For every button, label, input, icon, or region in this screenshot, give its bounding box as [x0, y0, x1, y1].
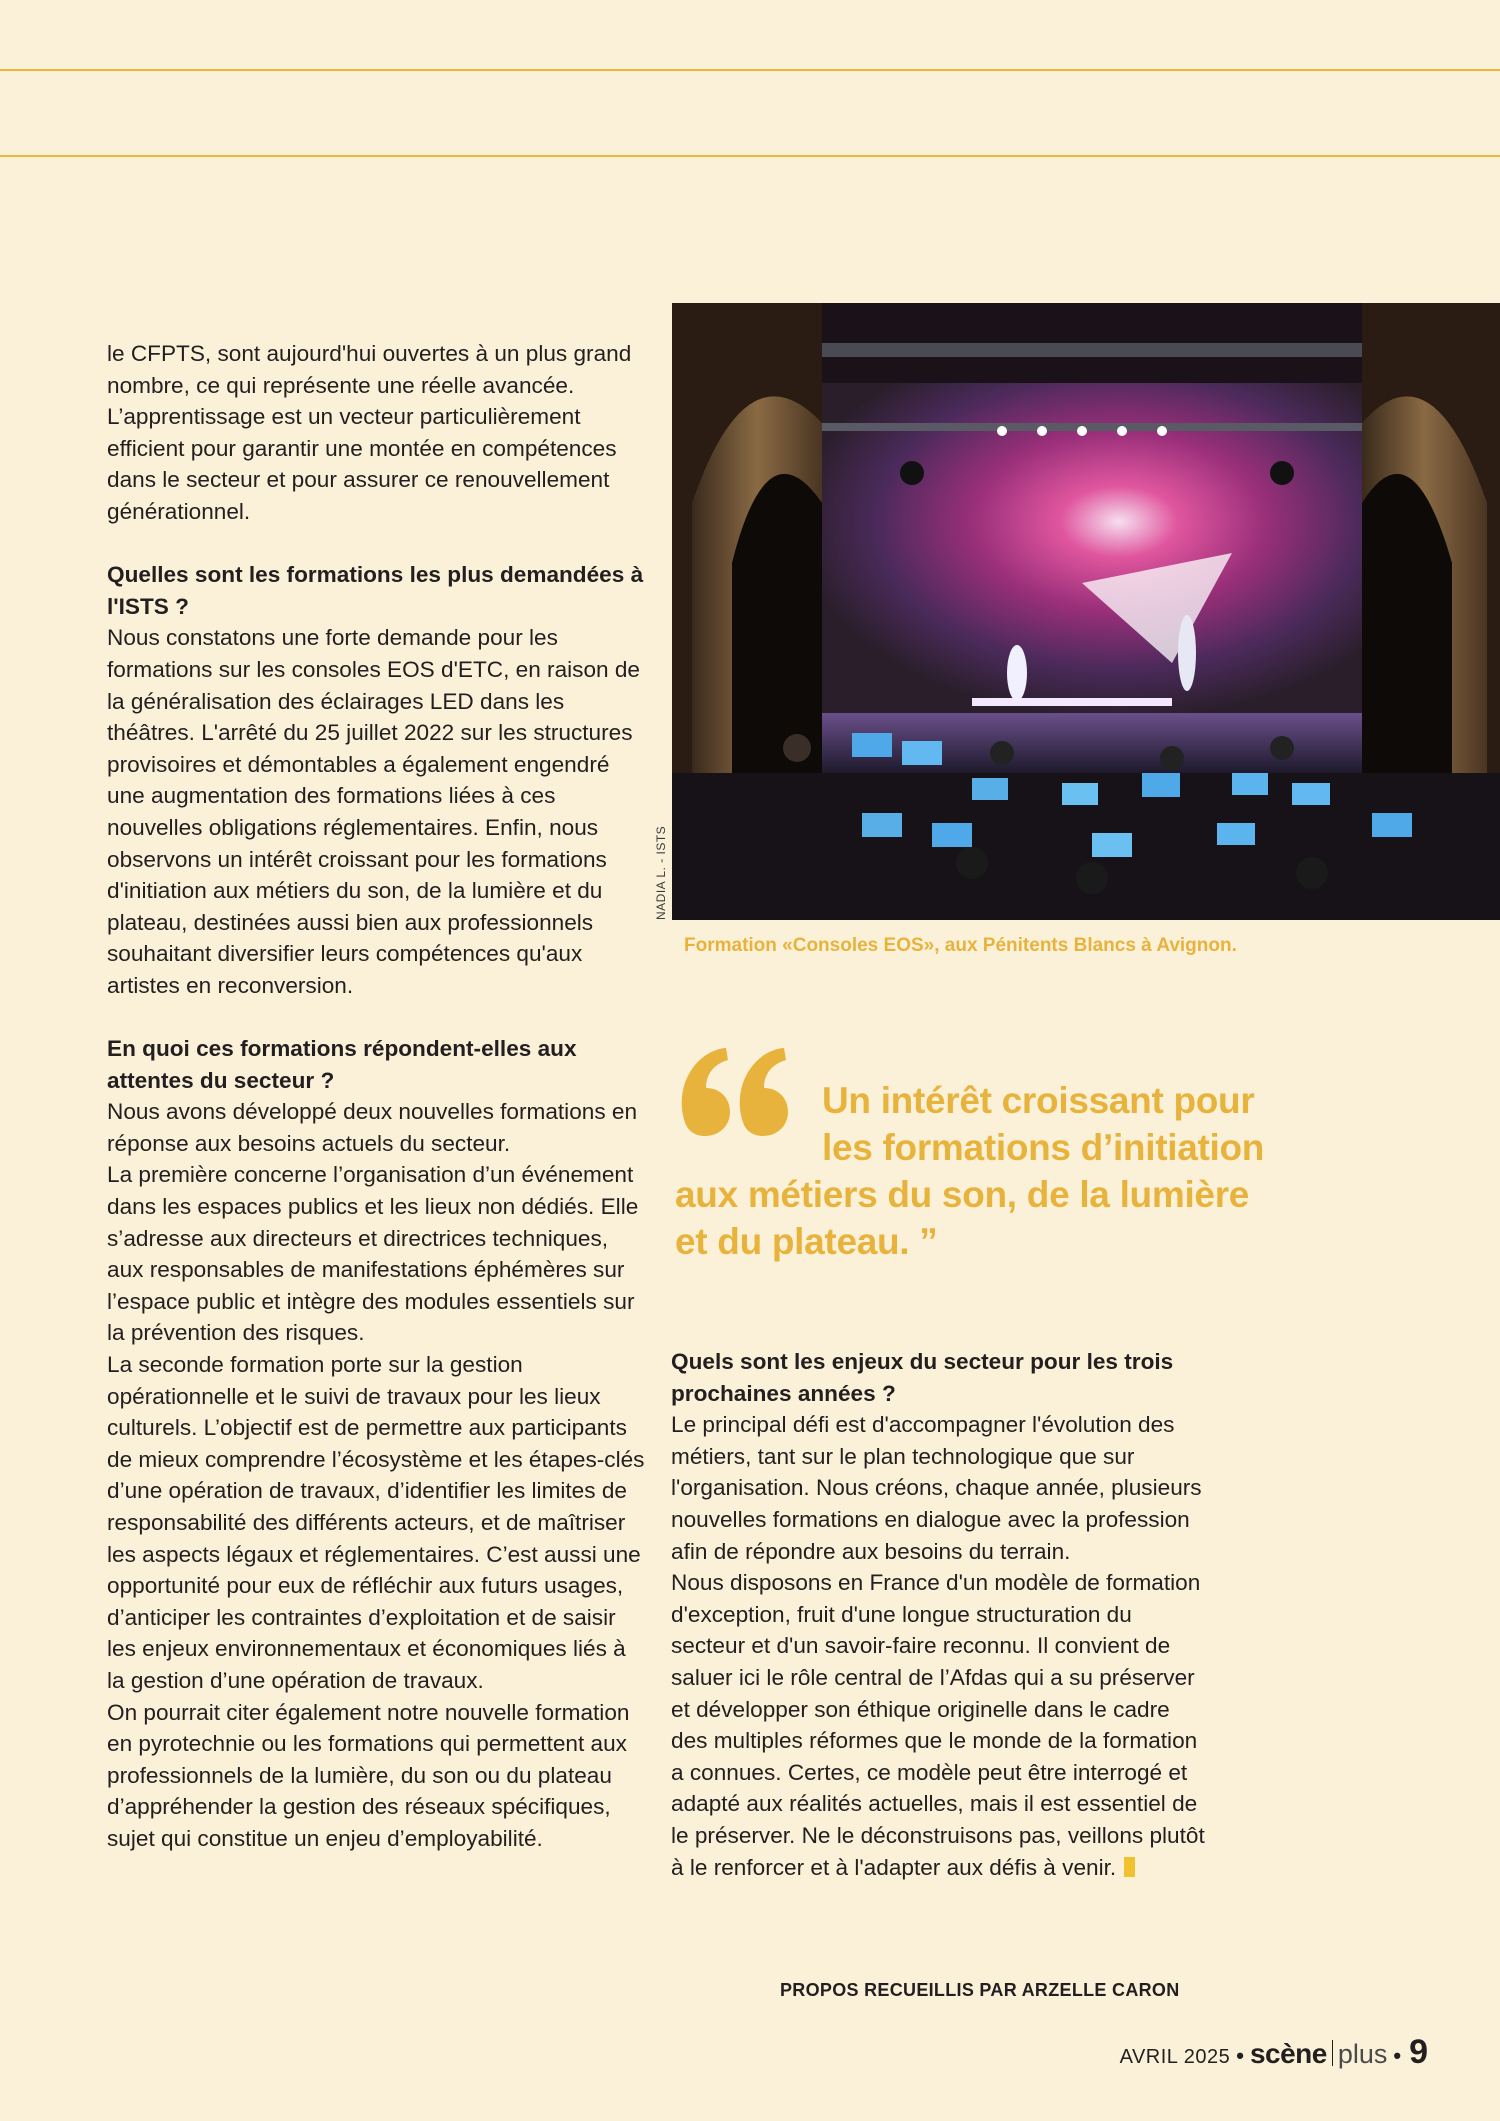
paragraph: Le principal défi est d'accompagner l'évolution des métiers, tant sur le plan technologique que sur l'organisation. Nous créons, chaque année, plusieurs nouvelles formations en dialogue avec la profession afin de répondre aux besoins du terrain.	[671, 1412, 1202, 1564]
stage-photo-illustration	[672, 303, 1500, 920]
paragraph-text: Nous disposons en France d'un modèle de formation d'exception, fruit d'une longue structuration du secteur et d'un savoir-faire reconnu. Il convient de saluer ici le rôle central de l’Afdas qui a su préserver et développer son éthique originelle dans le cadre des multiples réformes que le monde de la formation a connues. Certes, ce modèle peut être interrogé et adapté aux réalités actuelles, mais il est essentiel de le préserver. Ne le déconstruisons pas, veillons plutôt à le renforcer et à l'adapter aux défis à venir.	[671, 1570, 1205, 1880]
brand-divider	[1332, 2040, 1333, 2066]
paragraph: Nous avons développé deux nouvelles formations en réponse aux besoins actuels du secteur.	[107, 1099, 638, 1156]
pull-quote-line: Un intérêt croissant pour	[822, 1080, 1255, 1121]
photo-credit: NADIA L. - ISTS	[654, 825, 668, 920]
header-bottom-rule	[0, 155, 1500, 157]
paragraph: La seconde formation porte sur la gestion opérationnelle et le suivi de travaux pour les lieux culturels. L’objectif est de permettre aux participants de mieux comprendre l’écosystème et les étapes-clés d’une opération de travaux, d’identifier les limites de responsabilité des différents acteurs, et de maîtriser les aspects légaux et réglementaires. C’est aussi une opportunité pour eux de réfléchir aux futurs usages, d’anticiper les contraintes d’exploitation et de saisir les enjeux environnementaux et économiques liés à la gestion d’une opération de travaux.	[107, 1352, 645, 1693]
magazine-brand: scène	[1249, 2038, 1327, 2069]
paragraph	[671, 1567, 1211, 1883]
top-rule	[0, 69, 1500, 71]
separator-dot: •	[1236, 2043, 1244, 2068]
pull-quote-line: les formations d’initiation	[822, 1127, 1265, 1168]
paragraph: le CFPTS, sont aujourd'hui ouvertes à un plus grand nombre, ce qui représente une réelle avancée. L’apprentissage est un vecteur particulièrement efficient pour garantir une montée en compétences dans le secteur et pour assurer ce renouvellement générationnel.	[107, 341, 632, 524]
question-heading: Quelles sont les formations les plus demandées à l'ISTS ?	[107, 562, 644, 619]
question-heading: En quoi ces formations répondent-elles aux attentes du secteur ?	[107, 1036, 577, 1093]
page-number: 9	[1409, 2033, 1428, 2071]
photo-caption: Formation «Consoles EOS», aux Pénitents Blancs à Avignon.	[684, 935, 1237, 956]
page-footer	[1120, 2033, 1428, 2072]
paragraph: Nous constatons une forte demande pour les formations sur les consoles EOS d'ETC, en raison de la généralisation des éclairages LED dans les théâtres. L'arrêté du 25 juillet 2022 sur les structures provisoires et démontables a également engendré une augmentation des formations liées à ces nouvelles obligations réglementaires. Enfin, nous observons un intérêt croissant pour les formations d'initiation aux métiers du son, de la lumière et du plateau, destinées aussi bien aux professionnels souhaitant diversifier leurs compétences qu'aux artistes en reconversion.	[107, 625, 640, 998]
pull-quote-line: et du plateau. ”	[675, 1221, 938, 1262]
byline: PROPOS RECUEILLIS PAR ARZELLE CARON	[780, 1980, 1180, 2000]
stage-photo	[672, 303, 1500, 920]
paragraph: La première concerne l’organisation d’un événement dans les espaces publics et les lieux non dédiés. Elle s’adresse aux directeurs et directrices techniques, aux responsables de manifestations éphémères sur l’espace public et intègre des modules essentiels sur la prévention des risques.	[107, 1162, 639, 1346]
paragraph: On pourrait citer également notre nouvelle formation en pyrotechnie ou les formations qui permettent aux professionnels de la lumière, du son ou du plateau d’appréhender la gestion des réseaux spécifiques, sujet qui constitue un enjeu d’employabilité.	[107, 1699, 630, 1851]
magazine-brand-suffix: plus	[1337, 2039, 1388, 2069]
pull-quote-line: aux métiers du son, de la lumière	[675, 1174, 1250, 1215]
question-heading: Quels sont les enjeux du secteur pour les trois prochaines années ?	[671, 1349, 1174, 1406]
end-of-article-icon	[1124, 1857, 1135, 1877]
left-column	[107, 338, 647, 1855]
separator-dot: •	[1393, 2043, 1402, 2068]
right-column	[671, 1346, 1211, 1883]
issue-date: AVRIL 2025	[1119, 2046, 1231, 2068]
pull-quote	[675, 1077, 1335, 1265]
